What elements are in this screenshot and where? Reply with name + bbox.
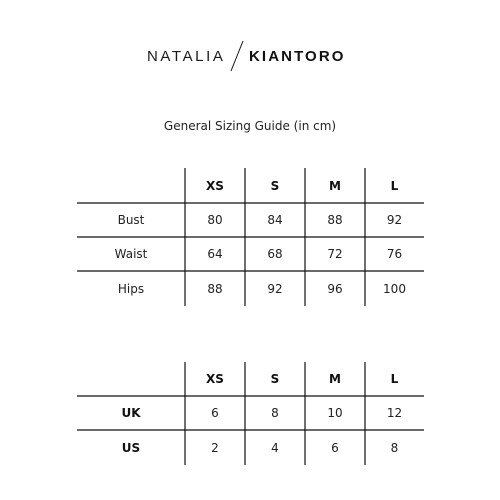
table-cell: 76 <box>386 247 403 261</box>
table-cell: 6 <box>331 440 339 455</box>
table-cell: 8 <box>390 440 399 455</box>
row-label-uk: UK <box>121 406 141 420</box>
table-cell: 96 <box>327 281 343 296</box>
table-cell: 84 <box>267 213 283 227</box>
table-cell: 6 <box>211 406 219 420</box>
row-label-waist: Waist <box>114 247 148 261</box>
table-cell: 88 <box>207 281 223 296</box>
table-cell: 10 <box>327 406 343 420</box>
row-label-us: US <box>121 440 141 455</box>
col-header-s: S <box>270 372 280 386</box>
table-cell: 92 <box>267 281 283 296</box>
table-cell: 64 <box>207 247 223 261</box>
col-header-s: S <box>270 178 280 193</box>
col-header-xs: XS <box>206 372 224 386</box>
brand-last-name: KIANTORO <box>249 48 346 65</box>
table-cell: 8 <box>271 406 279 420</box>
page-subtitle: General Sizing Guide (in cm) <box>163 119 337 133</box>
col-header-xs: XS <box>206 178 224 193</box>
row-label-bust: Bust <box>117 213 145 227</box>
row-label-hips: Hips <box>117 281 145 296</box>
table-cell: 68 <box>267 247 283 261</box>
table-cell: 100 <box>383 281 406 296</box>
table-cell: 2 <box>211 440 219 455</box>
brand-first-name: NATALIA <box>147 48 226 65</box>
table-cell: 72 <box>327 247 343 261</box>
table-cell: 88 <box>327 213 343 227</box>
table-cell: 92 <box>386 213 403 227</box>
table-cell: 12 <box>386 406 403 420</box>
col-header-l: L <box>390 372 399 386</box>
col-header-l: L <box>390 178 399 193</box>
col-header-m: M <box>329 372 341 386</box>
table-cell: 4 <box>271 440 279 455</box>
table-cell: 80 <box>207 213 223 227</box>
col-header-m: M <box>329 178 341 193</box>
